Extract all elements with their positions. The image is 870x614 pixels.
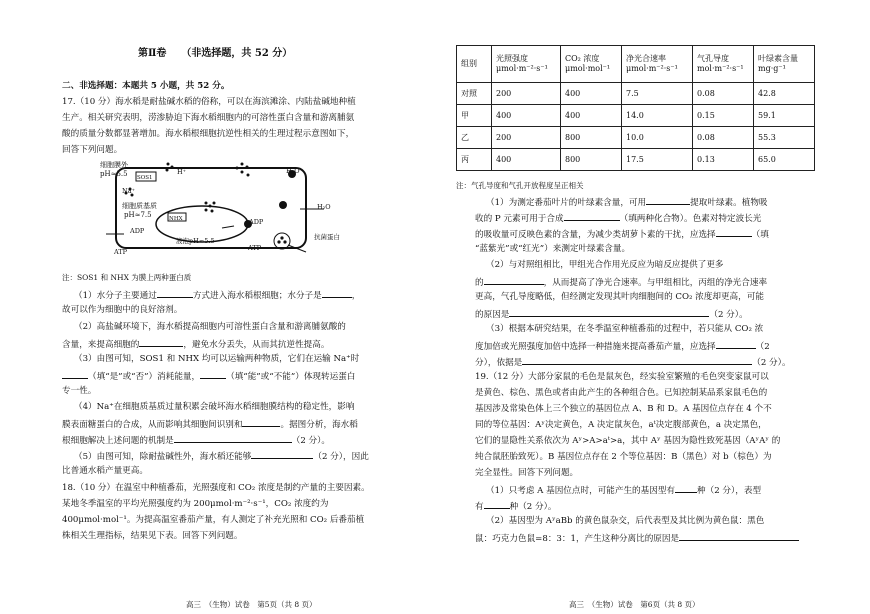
q17-line: 回答下列问题。 bbox=[62, 145, 123, 155]
q19-1-line2: 有 种（2 分）。 bbox=[475, 499, 556, 513]
protein-label: 抗菌蛋白 bbox=[314, 233, 340, 241]
q17-5: （5）由图可知，除耐盐碱性外，海水稻还能够 （2 分），因此 bbox=[74, 449, 369, 463]
q18-1-line3: 的吸收量可反映色素的含量，为减少类胡萝卜素的干扰，应选择 （填 bbox=[475, 227, 769, 241]
sos1-label: SOS1 bbox=[137, 175, 153, 181]
table-cell: 400 bbox=[492, 149, 561, 171]
table-cell: 14.0 bbox=[622, 105, 693, 127]
q19-line: 完全显性。回答下列问题。 bbox=[475, 468, 579, 478]
table-cell: 17.5 bbox=[622, 149, 693, 171]
nhx-label: NHX bbox=[169, 216, 183, 222]
q19-1: （1）只考虑 A 基因位点时，可能产生的基因型有 种（2 分），表型 bbox=[486, 483, 761, 497]
q18-1-line2: 收的 P 元素可用于合成 （填两种化合物）。色素对特定波长光 bbox=[475, 211, 761, 225]
q18-3-line2: 度加倍或光照强度加倍中选择一种措施来提高番茄产量，应选择 （2 bbox=[475, 339, 770, 353]
q17-3-line2: （填“是”或“否”）消耗能量， （填“能”或“不能”）体现转运蛋白 bbox=[62, 369, 355, 383]
table-cell: 59.1 bbox=[754, 105, 815, 127]
table-cell: 800 bbox=[561, 149, 622, 171]
table-cell: 10.0 bbox=[622, 127, 693, 149]
table-cell: 对照 bbox=[457, 83, 492, 105]
q18-2-line3: 更高，气孔导度略低，但经测定发现其叶肉细胞间的 CO₂ 浓度却更高，可能 bbox=[475, 292, 764, 302]
table-cell: 0.08 bbox=[693, 127, 754, 149]
adp-label-2: ADP bbox=[249, 218, 264, 226]
table-cell: 0.15 bbox=[693, 105, 754, 127]
table-cell: 42.8 bbox=[754, 83, 815, 105]
table-cell: 0.08 bbox=[693, 83, 754, 105]
q19-line: 基因涉及常染色体上三个独立的基因位点 A、B 和 D。A 基因位点存在 4 个不 bbox=[475, 404, 772, 414]
adp-label: ADP bbox=[130, 227, 145, 235]
header-cell: 叶绿素含量 mg·g⁻¹ bbox=[754, 46, 815, 83]
q19-line: 它们的显隐性关系依次为 Aʸ>A>aᵗ>a，其中 Aʸ 基因为隐性致死基因（AʸAʸ 的 bbox=[475, 436, 781, 446]
na-plus-label: Na⁺ bbox=[122, 187, 135, 195]
q18-3-line3: 分），依据是 （2 分）。 bbox=[475, 355, 791, 369]
q17-line: 生产。相关研究表明，涝渗胁迫下海水稻细胞内的可溶性蛋白含量和游离脯氨 bbox=[62, 113, 355, 123]
table-note: 注：气孔导度和气孔开放程度呈正相关 bbox=[456, 181, 584, 190]
q17-4-line2: 膜表面糖蛋白的合成，从而影响其细胞间识别和 。据图分析，海水稻 bbox=[62, 417, 358, 431]
q18-line: 某地冬季温室的平均光照强度约为 200μmol·m⁻²·s⁻¹，CO₂ 浓度约为 bbox=[62, 499, 329, 509]
atp-label-2: ATP bbox=[248, 244, 262, 252]
diagram-note: 注：SOS1 和 NHX 为膜上两种蛋白质 bbox=[62, 273, 192, 282]
part-title: 二、非选择题：本题共 5 小题，共 52 分。 bbox=[62, 81, 230, 91]
q18-2-line4: 的原因是 （2 分）。 bbox=[475, 307, 748, 321]
page-footer: 高三 （生物）试卷 第6页（共 8 页） bbox=[569, 599, 700, 609]
section-title: 第Ⅱ卷 （非选择题，共 52 分） bbox=[138, 48, 293, 59]
q18-line: 18.（10 分）在温室中种植番茄，光照强度和 CO₂ 浓度是制约产量的主要因素。 bbox=[62, 483, 370, 493]
q18-2-line2: 的 ，从而提高了净光合速率。与甲组相比，丙组的净光合速率 bbox=[475, 275, 767, 289]
table-cell: 200 bbox=[492, 127, 561, 149]
q17-4: （4）Na⁺在细胞质基质过量积累会破坏海水稻细胞膜结构的稳定性，影响 bbox=[74, 402, 355, 412]
q18-3: （3）根据本研究结果，在冬季温室种植番茄的过程中，若只能从 CO₂ 浓 bbox=[486, 324, 764, 334]
q19-line: 纯合鼠胚胎致死）。B 基因位点存在 2 个等位基因：B（黑色）对 b（棕色）为 bbox=[475, 452, 772, 462]
table-cell: 400 bbox=[561, 105, 622, 127]
q17-1-line2: 故可以作为细胞中的良好溶剂。 bbox=[62, 305, 183, 315]
table-cell: 200 bbox=[492, 83, 561, 105]
table-cell: 800 bbox=[561, 127, 622, 149]
table-cell: 丙 bbox=[457, 149, 492, 171]
q18-line: 400μmol·mol⁻¹。为提高温室番茄产量，有人测定了补充光照和 CO₂ 后番茄植 bbox=[62, 515, 365, 525]
table-cell: 65.0 bbox=[754, 149, 815, 171]
q19-line: 同的等位基因：Aʸ决定黄色，A 决定鼠灰色，aᵗ决定腹部黄色，a 决定黑色， bbox=[475, 420, 767, 430]
q18-1-line4: “蓝紫光”或“红光”）来测定叶绿素含量。 bbox=[475, 244, 631, 254]
outside-label: 细胞膜外 bbox=[100, 161, 128, 169]
q17-line: 17.（10 分）海水稻是耐盐碱水稻的俗称，可以在海滨滩涂、内陆盐碱地种植 bbox=[62, 97, 356, 107]
header-cell: 光照强度 μmol·m⁻²·s⁻¹ bbox=[492, 46, 561, 83]
h2o-label-2: H₂O bbox=[317, 203, 331, 211]
q17-3-line3: 专一性。 bbox=[62, 386, 97, 396]
q18-1: （1）为测定番茄叶片的叶绿素含量，可用 提取叶绿素。植物吸 bbox=[486, 195, 768, 209]
q17-5-line2: 比普通水稻产量更高。 bbox=[62, 466, 148, 476]
atp-label: ATP bbox=[114, 248, 128, 256]
header-cell: CO₂ 浓度 μmol·mol⁻¹ bbox=[561, 46, 622, 83]
table-cell: 7.5 bbox=[622, 83, 693, 105]
h2o-label: H₂O bbox=[286, 167, 300, 175]
table-cell: 0.13 bbox=[693, 149, 754, 171]
table-cell: 乙 bbox=[457, 127, 492, 149]
q19-2-line2: 鼠：巧克力色鼠=8：3：1，产生这种分离比的原因是 bbox=[475, 531, 799, 545]
matrix-label: 细胞质基质 bbox=[122, 202, 157, 210]
table-cell: 400 bbox=[561, 83, 622, 105]
outside-ph: pH≈5.5 bbox=[100, 170, 128, 178]
header-cell: 气孔导度 mol·m⁻²·s⁻¹ bbox=[693, 46, 754, 83]
header-cell: 组别 bbox=[457, 46, 492, 83]
q18-2: （2）与对照组相比，甲组光合作用光反应为暗反应提供了更多 bbox=[486, 260, 724, 270]
q17-2-line2: 含量，来提高细胞的 ，避免水分丢失，从而其抗逆性提高。 bbox=[62, 337, 329, 351]
q19-line: 是黄色、棕色、黑色或者由此产生的各种组合色。已知控制某品系家鼠毛色的 bbox=[475, 388, 768, 398]
table-cell: 400 bbox=[492, 105, 561, 127]
right-page bbox=[435, 0, 870, 614]
vacuole-ph: 液泡pH≈5.5 bbox=[176, 237, 215, 245]
table-cell: 甲 bbox=[457, 105, 492, 127]
table-cell: 55.3 bbox=[754, 127, 815, 149]
q17-3: （3）由图可知，SOS1 和 NHX 均可以运输两种物质，它们在运输 Na⁺时 bbox=[74, 354, 360, 364]
matrix-ph: pH≈7.5 bbox=[124, 211, 152, 219]
q18-line: 株相关生理指标，结果见下表。回答下列问题。 bbox=[62, 531, 243, 541]
page-footer: 高三 （生物）试卷 第5页（共 8 页） bbox=[186, 599, 317, 609]
h-plus-label: H⁺ bbox=[177, 168, 187, 176]
q19-2: （2）基因型为 AʸaBb 的黄色鼠杂交，后代表型及其比例为黄色鼠：黑色 bbox=[486, 516, 765, 526]
header-cell: 净光合速率 μmol·m⁻²·s⁻¹ bbox=[622, 46, 693, 83]
q17-1: （1）水分子主要通过 方式进入海水稻根细胞；水分子是 ， bbox=[74, 288, 360, 302]
q17-4-line3: 根细胞解决上述问题的机制是 （2 分）。 bbox=[62, 433, 330, 447]
q17-2: （2）高盐碱环境下，海水稻提高细胞内可溶性蛋白含量和游离脯氨酸的 bbox=[74, 322, 346, 332]
q19-line: 19.（12 分）大部分家鼠的毛色是鼠灰色，经实验室繁殖的毛色突变家鼠可以 bbox=[475, 372, 769, 382]
q17-line: 酸的质量分数都显著增加。海水稻根细胞抗逆性相关的生理过程示意图如下， bbox=[62, 129, 355, 139]
